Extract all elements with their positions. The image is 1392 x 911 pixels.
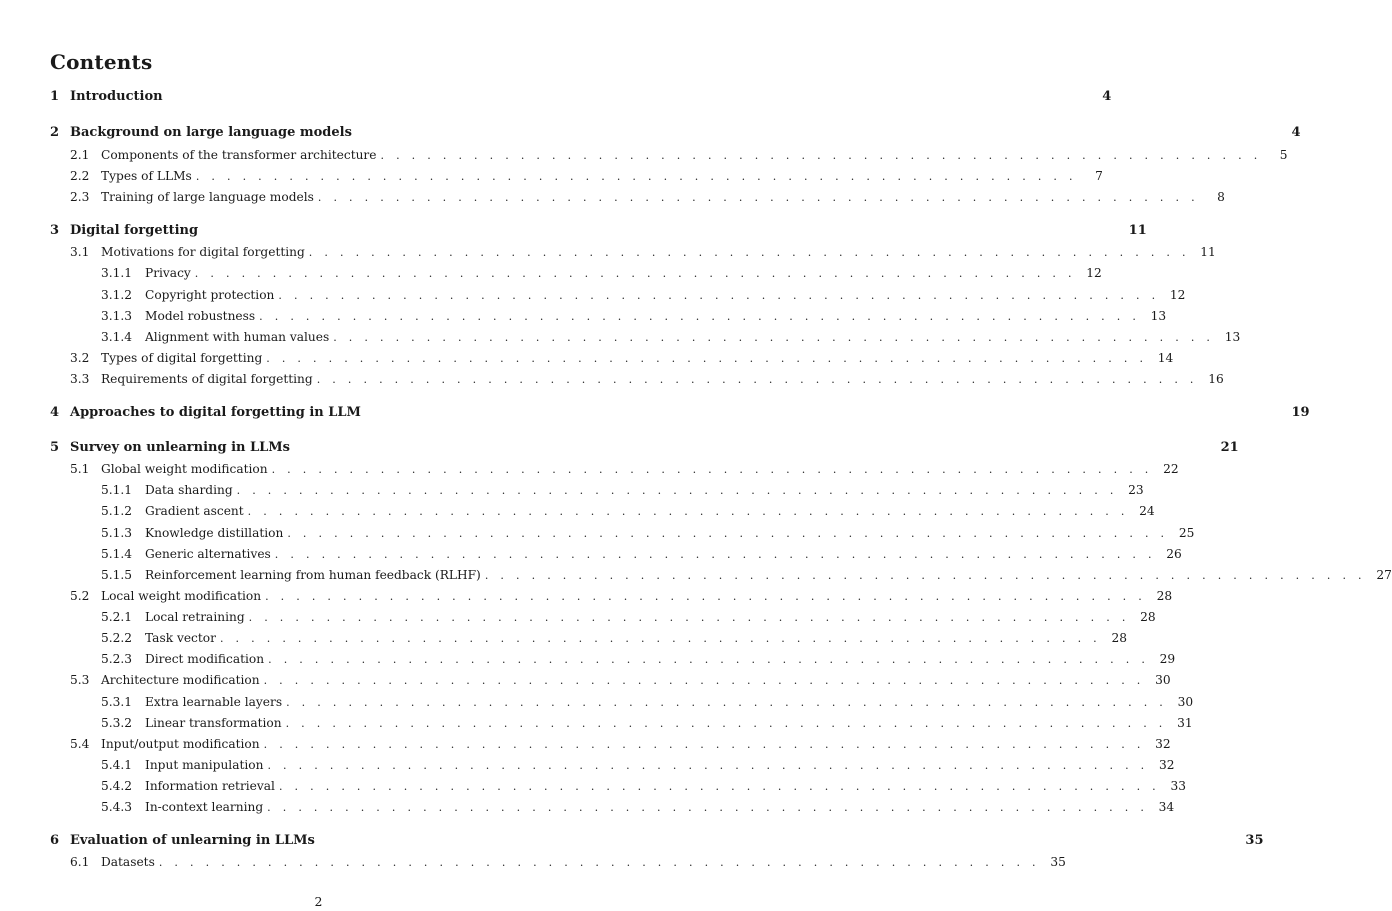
toc-title: Alignment with human values (145, 330, 330, 344)
dot-leader: . . . . . . . . . . . . . . . . . . . . . . . . . . . . . . . . . . . . . . . . . . . . . . . . . . . . . . . . . (278, 780, 1160, 793)
toc-title: Introduction (70, 89, 163, 104)
toc-page-number: 11 (1200, 245, 1216, 259)
toc-title: Gradient ascent (145, 504, 244, 518)
toc-page-number: 22 (1163, 462, 1179, 476)
toc-number: 2.2 (70, 169, 90, 183)
toc-subsection[interactable] (101, 481, 1144, 499)
toc-page-number: 4 (1102, 89, 1112, 104)
dot-leader: . . . . . . . . . . . . . . . . . . . . . . . . . . . . . . . . . . . . . . . . . . . . . . . . . . . . . . . . . (158, 856, 1040, 869)
toc-title: Survey on unlearning in LLMs (70, 440, 290, 455)
toc-number: 2.3 (70, 190, 90, 204)
toc-title: Motivations for digital forgetting (101, 245, 305, 259)
toc-section[interactable] (70, 853, 1066, 871)
dot-leader: . . . . . . . . . . . . . . . . . . . . . . . . . . . . . . . . . . . . . . . . . . . . . . . . . . . . . . . . . (266, 352, 1148, 365)
toc-page-number: 32 (1158, 758, 1175, 772)
dot-leader: . . . . . . . . . . . . . . . . . . . . . . . . . . . . . . . . . . . . . . . . . . . . . . . . . . . . . . . . . (247, 505, 1129, 518)
toc-subsection[interactable] (101, 264, 1102, 282)
dot-leader: . . . . . . . . . . . . . . . . . . . . . . . . . . . . . . . . . . . . . . . . . . . . . . . . . . . . . . . . . (263, 674, 1145, 687)
toc-number: 3.1.2 (101, 288, 133, 302)
toc-number: 5.4.3 (101, 800, 133, 814)
toc-title: Model robustness (145, 309, 256, 323)
toc-number: 1 (50, 89, 60, 104)
toc-subsection[interactable] (101, 502, 1155, 520)
toc-number: 5.2.1 (101, 610, 133, 624)
toc-section[interactable] (70, 370, 1224, 388)
dot-leader: . . . . . . . . . . . . . . . . . . . . . . . . . . . . . . . . . . . . . . . . . . . . . . . . . . . . . . . . . (308, 246, 1190, 259)
page-number: 2 (314, 894, 323, 909)
toc-page-number: 12 (1086, 266, 1102, 280)
dot-leader: . . . . . . . . . . . . . . . . . . . . . . . . . . . . . . . . . . . . . . . . . . . . . . . . . . . . . . . . . (317, 191, 1199, 204)
toc-page-number: 33 (1170, 779, 1186, 793)
toc-subsection[interactable] (101, 566, 1392, 584)
toc-title: Local retraining (145, 610, 245, 624)
toc-title: Direct modification (145, 652, 265, 666)
toc-page-number: 13 (1224, 330, 1241, 344)
toc-number: 5.3 (70, 673, 90, 687)
toc-number: 3.3 (70, 372, 90, 386)
dot-leader: . . . . . . . . . . . . . . . . . . . . . . . . . . . . . . . . . . . . . . . . . . . . . . . . . . . . . . . . . (274, 548, 1156, 561)
dot-leader: . . . . . . . . . . . . . . . . . . . . . . . . . . . . . . . . . . . . . . . . . . . . . . . . . . . . . . . . . (287, 527, 1169, 540)
toc-title: Generic alternatives (145, 547, 271, 561)
toc-number: 3.1 (70, 245, 90, 259)
toc-section[interactable] (70, 349, 1174, 367)
toc-title: Input/output modification (101, 737, 260, 751)
toc-number: 5 (50, 440, 60, 455)
toc-title: Data sharding (145, 483, 233, 497)
toc-page-number: 35 (1050, 855, 1066, 869)
toc-title: Extra learnable layers (145, 695, 283, 709)
toc-page-number: 32 (1155, 737, 1171, 751)
toc-title: In-context learning (145, 800, 264, 814)
toc-page-number: 11 (1128, 223, 1147, 238)
toc-subsection[interactable] (101, 777, 1186, 795)
toc-page-number: 30 (1177, 695, 1194, 709)
toc-subsection[interactable] (101, 693, 1194, 711)
toc-number: 6 (50, 833, 60, 848)
toc-title: Linear transformation (145, 716, 282, 730)
toc-subsection[interactable] (101, 629, 1127, 647)
toc-section[interactable] (70, 587, 1173, 605)
toc-title: Task vector (145, 631, 216, 645)
dot-leader: . . . . . . . . . . . . . . . . . . . . . . . . . . . . . . . . . . . . . . . . . . . . . . . . . . . . . . . . . (271, 463, 1153, 476)
toc-title: Input manipulation (145, 758, 264, 772)
toc-page-number: 27 (1376, 568, 1392, 582)
toc-number: 5.4.1 (101, 758, 133, 772)
dot-leader: . . . . . . . . . . . . . . . . . . . . . . . . . . . . . . . . . . . . . . . . . . . . . . . . . . . . . . . . . (278, 289, 1160, 302)
dot-leader: . . . . . . . . . . . . . . . . . . . . . . . . . . . . . . . . . . . . . . . . . . . . . . . . . . . . . . . . . (380, 149, 1262, 162)
toc-title: Training of large language models (101, 190, 314, 204)
dot-leader: . . . . . . . . . . . . . . . . . . . . . . . . . . . . . . . . . . . . . . . . . . . . . . . . . . . . . . . . . (195, 170, 1077, 183)
toc-number: 3.1.1 (101, 266, 133, 280)
toc-subsection[interactable] (101, 798, 1175, 816)
toc-subsection[interactable] (101, 608, 1156, 626)
toc-subsection[interactable] (101, 714, 1193, 732)
toc-page-number: 29 (1159, 652, 1176, 666)
toc-page-number: 8 (1217, 190, 1225, 204)
toc-subsection[interactable] (101, 524, 1195, 542)
toc-title: Types of digital forgetting (101, 351, 263, 365)
toc-page-number: 13 (1150, 309, 1167, 323)
toc-section[interactable] (70, 188, 1225, 206)
dot-leader: . . . . . . . . . . . . . . . . . . . . . . . . . . . . . . . . . . . . . . . . . . . . . . . . . . . . . . . . . (484, 569, 1366, 582)
toc-subsection[interactable] (101, 328, 1241, 346)
toc-title: Architecture modification (101, 673, 260, 687)
toc-title: Evaluation of unlearning in LLMs (70, 833, 315, 848)
toc-number: 3 (50, 223, 60, 238)
dot-leader: . . . . . . . . . . . . . . . . . . . . . . . . . . . . . . . . . . . . . . . . . . . . . . . . . . . . . . . . . (265, 590, 1147, 603)
dot-leader: . . . . . . . . . . . . . . . . . . . . . . . . . . . . . . . . . . . . . . . . . . . . . . . . . . . . . . . . . (236, 484, 1118, 497)
dot-leader: . . . . . . . . . . . . . . . . . . . . . . . . . . . . . . . . . . . . . . . . . . . . . . . . . . . . . . . . . (248, 611, 1130, 624)
dot-leader: . . . . . . . . . . . . . . . . . . . . . . . . . . . . . . . . . . . . . . . . . . . . . . . . . . . . . . . . . (267, 759, 1149, 772)
dot-leader: . . . . . . . . . . . . . . . . . . . . . . . . . . . . . . . . . . . . . . . . . . . . . . . . . . . . . . . . . (267, 801, 1149, 814)
toc-number: 4 (50, 405, 60, 420)
page-title: Contents (50, 50, 153, 74)
toc-number: 5.1.4 (101, 547, 133, 561)
toc-page-number: 31 (1177, 716, 1193, 730)
toc-page-number: 19 (1291, 405, 1310, 420)
dot-leader: . . . . . . . . . . . . . . . . . . . . . . . . . . . . . . . . . . . . . . . . . . . . . . . . . . . . . . . . . (219, 632, 1101, 645)
toc-number: 5.2 (70, 589, 90, 603)
toc-number: 6.1 (70, 855, 90, 869)
dot-leader: . . . . . . . . . . . . . . . . . . . . . . . . . . . . . . . . . . . . . . . . . . . . . . . . . . . . . . . . . (268, 653, 1150, 666)
toc-subsection[interactable] (101, 545, 1182, 563)
toc-page-number: 25 (1178, 526, 1195, 540)
dot-leader: . . . . . . . . . . . . . . . . . . . . . . . . . . . . . . . . . . . . . . . . . . . . . . . . . . . . . . . . . (316, 373, 1198, 386)
toc-number: 5.1.3 (101, 526, 133, 540)
toc-section[interactable] (70, 167, 1103, 185)
toc-number: 5.1.5 (101, 568, 133, 582)
toc-title: Requirements of digital forgetting (101, 372, 313, 386)
toc-section[interactable] (70, 146, 1288, 164)
toc-chapter[interactable] (50, 124, 1301, 142)
toc-title: Types of LLMs (101, 169, 192, 183)
toc-title: Knowledge distillation (145, 526, 284, 540)
toc-number: 2 (50, 125, 60, 140)
toc-title: Components of the transformer architecture (101, 148, 377, 162)
toc-page-number: 28 (1156, 589, 1173, 603)
toc-page-number: 14 (1157, 351, 1174, 365)
toc-section[interactable] (70, 460, 1179, 478)
toc-title: Information retrieval (145, 779, 275, 793)
toc-number: 5.1.1 (101, 483, 133, 497)
toc-page-number: 30 (1155, 673, 1171, 687)
toc-page-number: 23 (1128, 483, 1144, 497)
toc-page-number: 26 (1166, 547, 1182, 561)
toc-page-number: 5 (1279, 148, 1288, 162)
toc-chapter[interactable] (50, 832, 1264, 850)
toc-number: 5.4 (70, 737, 90, 751)
dot-leader: . . . . . . . . . . . . . . . . . . . . . . . . . . . . . . . . . . . . . . . . . . . . . . . . . . . . . . . . . (333, 331, 1215, 344)
toc-page-number: 16 (1208, 372, 1224, 386)
toc-chapter[interactable] (50, 404, 1310, 422)
toc-title: Reinforcement learning from human feedback (RLHF) (145, 568, 481, 582)
toc-section[interactable] (70, 671, 1171, 689)
toc-number: 5.1.2 (101, 504, 133, 518)
toc-number: 3.2 (70, 351, 90, 365)
toc-number: 5.2.2 (101, 631, 133, 645)
toc-number: 5.2.3 (101, 652, 133, 666)
toc-chapter[interactable] (50, 88, 1112, 106)
toc-subsection[interactable] (101, 650, 1176, 668)
toc-number: 2.1 (70, 148, 90, 162)
toc-number: 5.1 (70, 462, 90, 476)
toc-page-number: 35 (1245, 833, 1264, 848)
toc-title: Copyright protection (145, 288, 275, 302)
dot-leader: . . . . . . . . . . . . . . . . . . . . . . . . . . . . . . . . . . . . . . . . . . . . . . . . . . . . . . . . . (263, 738, 1145, 751)
toc-page-number: 4 (1291, 125, 1301, 140)
toc-title: Digital forgetting (70, 223, 199, 238)
toc-title: Local weight modification (101, 589, 262, 603)
toc-number: 5.3.2 (101, 716, 133, 730)
dot-leader: . . . . . . . . . . . . . . . . . . . . . . . . . . . . . . . . . . . . . . . . . . . . . . . . . . . . . . . . . (285, 717, 1167, 730)
toc-page-number: 34 (1158, 800, 1175, 814)
dot-leader: . . . . . . . . . . . . . . . . . . . . . . . . . . . . . . . . . . . . . . . . . . . . . . . . . . . . . . . . . (194, 267, 1076, 280)
toc-chapter[interactable] (50, 439, 1239, 457)
toc-number: 5.3.1 (101, 695, 133, 709)
toc-title: Background on large language models (70, 125, 352, 140)
toc-page-number: 24 (1139, 504, 1155, 518)
toc-number: 3.1.3 (101, 309, 133, 323)
toc-section[interactable] (70, 735, 1171, 753)
toc-subsection[interactable] (101, 286, 1186, 304)
toc-page-number: 21 (1220, 440, 1239, 455)
toc-subsection[interactable] (101, 307, 1167, 325)
toc-section[interactable] (70, 243, 1216, 261)
toc-number: 3.1.4 (101, 330, 133, 344)
toc-page-number: 7 (1095, 169, 1103, 183)
toc-number: 5.4.2 (101, 779, 133, 793)
dot-leader: . . . . . . . . . . . . . . . . . . . . . . . . . . . . . . . . . . . . . . . . . . . . . . . . . . . . . . . . . (259, 310, 1141, 323)
toc-page-number: 12 (1169, 288, 1186, 302)
toc-title: Approaches to digital forgetting in LLM (70, 405, 361, 420)
toc-title: Global weight modification (101, 462, 268, 476)
dot-leader: . . . . . . . . . . . . . . . . . . . . . . . . . . . . . . . . . . . . . . . . . . . . . . . . . . . . . . . . . (286, 696, 1168, 709)
toc-title: Privacy (145, 266, 191, 280)
toc-page-number: 28 (1111, 631, 1127, 645)
toc-subsection[interactable] (101, 756, 1175, 774)
toc-page-number: 28 (1140, 610, 1156, 624)
toc-chapter[interactable] (50, 222, 1147, 240)
toc-title: Datasets (101, 855, 155, 869)
